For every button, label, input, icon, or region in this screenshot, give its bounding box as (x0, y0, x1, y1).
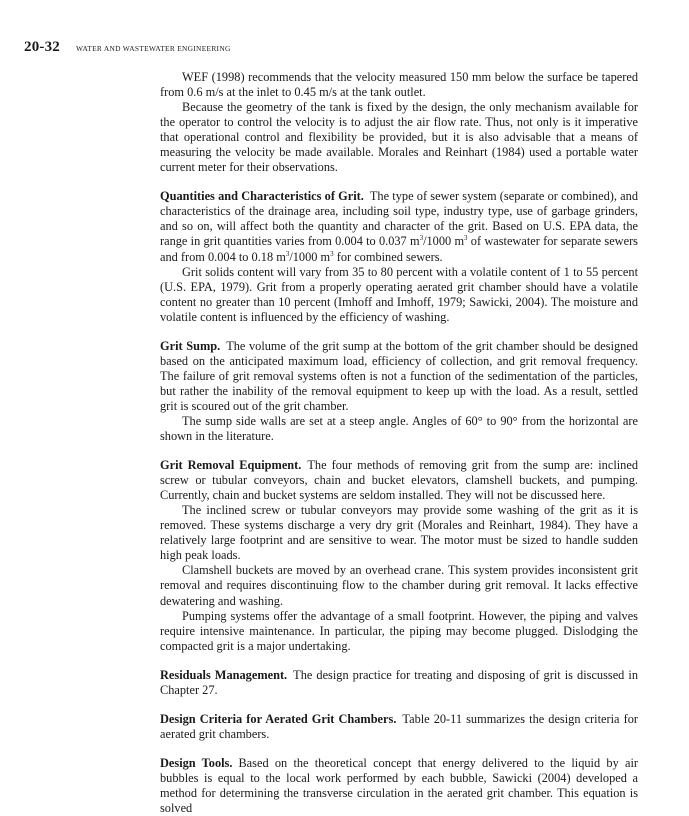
body-text (160, 70, 638, 816)
equipment-paragraph-3: Clamshell buckets are moved by an overhead crane. This system provides inconsistent grit removal and requires discontinuing flow to the chamber during grit removal. It lacks effective dewatering and washing. (160, 563, 638, 608)
intro-paragraph-2: Because the geometry of the tank is fixed by the design, the only mechanism available for the operator to control the velocity is to adjust the air flow rate. Thus, not only is it imperative that operational control and flexibility be provided, but it is also advisable that a means of measuring the velocity be made available. Morales and Reinhart (1984) used a portable water current meter for their observations. (160, 100, 638, 175)
section-residuals (160, 668, 638, 698)
section-grit-removal-equipment (160, 458, 638, 654)
equipment-paragraph-1: Grit Removal Equipment. The four methods of removing grit from the sump are: inclined screw or tubular conveyors, chain and bucket elevators, clamshell buckets, and pumping. Currently, chain and bucket systems are seldom installed. They will not be discussed here. (160, 458, 638, 503)
section-heading-grit-sump: Grit Sump. (160, 338, 221, 353)
section-heading-quantities: Quantities and Characteristics of Grit. (160, 189, 364, 204)
equipment-paragraph-4: Pumping systems offer the advantage of a small footprint. However, the piping and valves require intensive maintenance. In particular, the piping may become plugged. Dislodging the compacted grit is a major undertaking. (160, 608, 638, 653)
section-design-tools (160, 756, 638, 816)
sump-paragraph-1: Grit Sump. The volume of the grit sump at the bottom of the grit chamber should be designed based on the anticipated maximum load, efficiency of collection, and grit removal frequency. The failure of grit removal systems often is not a function of the sedimentation of the particles, but rather the inability of the removal equipment to keep up with the load. As a result, settled grit is scoured out of the grit chamber. (160, 338, 639, 413)
section-heading-residuals: Residuals Management. (160, 667, 288, 682)
tools-paragraph: Design Tools. Based on the theoretical concept that energy delivered to the liquid by air bubbles is equal to the local work performed by each bubble, Sawicki (2004) developed a method for determining the transverse circulation in the aerated grit chamber. This equation is solved (160, 755, 639, 816)
criteria-paragraph: Design Criteria for Aerated Grit Chambers. Table 20-11 summarizes the design criteria for aerated grit chambers. (160, 711, 638, 741)
section-heading-equipment: Grit Removal Equipment. (160, 458, 302, 473)
sump-paragraph-2: The sump side walls are set at a steep angle. Angles of 60° to 90° from the horizontal are shown in the literature. (160, 413, 638, 444)
residuals-paragraph: Residuals Management. The design practice for treating and disposing of grit is discussed in Chapter 27. (160, 667, 639, 697)
section-design-criteria (160, 712, 638, 742)
intro-paragraph-1: WEF (1998) recommends that the velocity measured 150 mm below the surface be tapered from 0.6 m/s at the inlet to 0.45 m/s at the tank outlet. (160, 70, 638, 100)
section-heading-criteria: Design Criteria for Aerated Grit Chambers. (160, 711, 397, 726)
page-header (24, 39, 649, 56)
running-head: WATER AND WASTEWATER ENGINEERING (76, 44, 231, 53)
section-quantities (160, 189, 638, 324)
page-number: 20-32 (24, 39, 60, 55)
quantities-paragraph-1: Quantities and Characteristics of Grit. The type of sewer system (separate or combined), and characteristics of the drainage area, including soil type, industry type, use of garbage grinders, and so on, will affect both the quantity and character of the grit. Based on U.S. EPA data, the range in grit quantities varies from 0.004 to 0.037 $m^3/1000$ $m^3$ of wastewater for separate sewers and from 0.004 to 0.18 $m^3/1000$ $m^3$ for combined sewers. (160, 189, 638, 264)
section-grit-sump (160, 339, 638, 444)
section-heading-tools: Design Tools. (160, 755, 233, 770)
equipment-paragraph-2: The inclined screw or tubular conveyors may provide some washing of the grit as it is removed. These systems discharge a very dry grit (Morales and Reinhart, 1984). They have a relatively large footprint and are sensitive to wear. The motor must be sized to handle sudden high peak loads. (160, 503, 638, 563)
quantities-paragraph-2: Grit solids content will vary from 35 to 80 percent with a volatile content of 1 to 55 percent (U.S. EPA, 1979). Grit from a properly operating aerated grit chamber should have a volatile content no greater than 10 percent (Imhoff and Imhoff, 1979; Sawicki, 2004). The moisture and volatile content is influenced by the efficiency of washing. (160, 264, 638, 324)
